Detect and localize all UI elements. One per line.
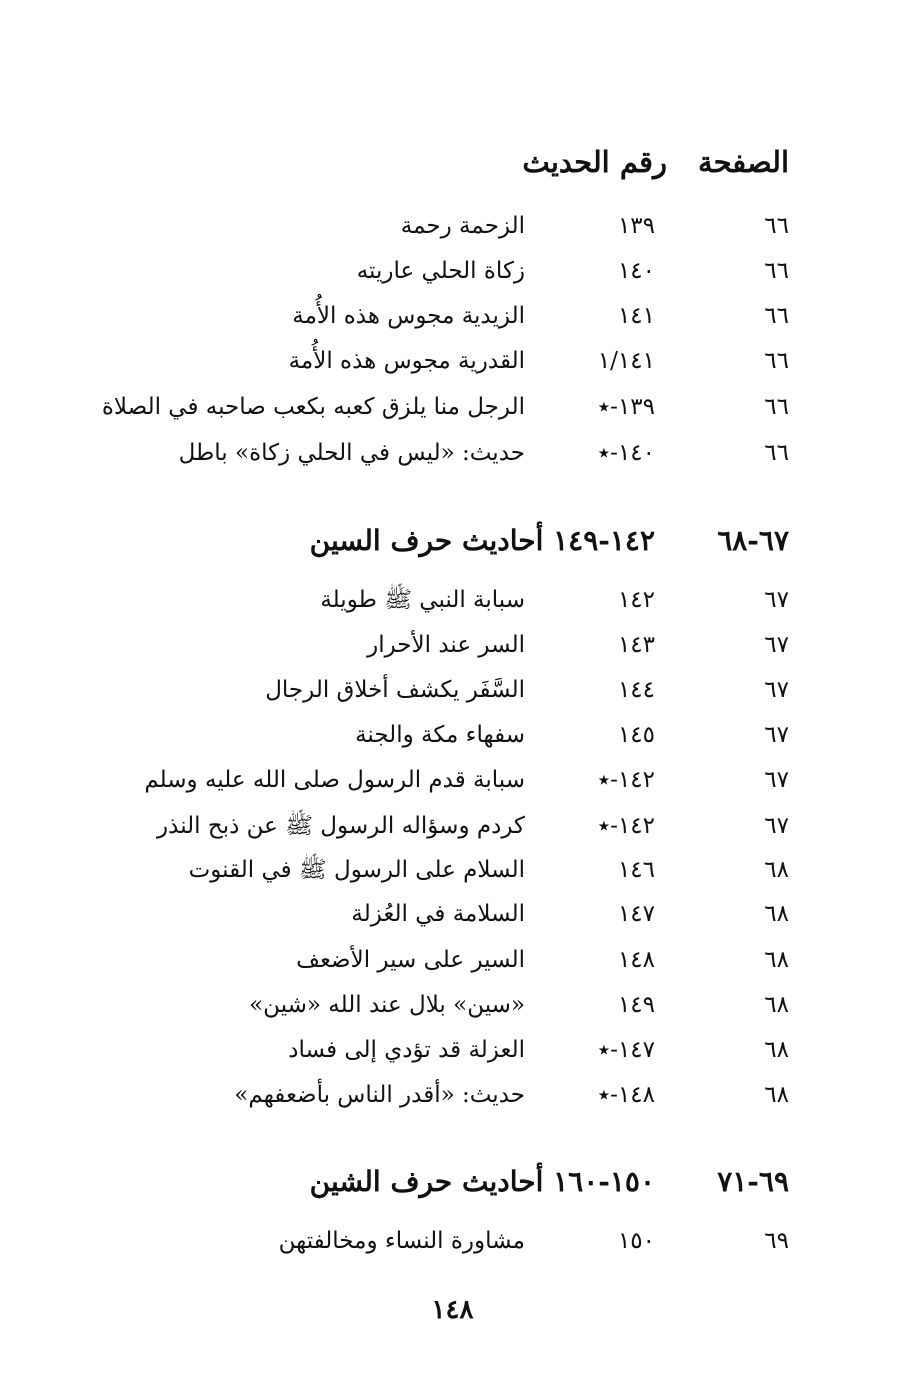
- hadith-number: ١/١٤١: [597, 348, 655, 374]
- hadith-title: كردم وسؤاله الرسول ﷺ عن ذبح النذر: [157, 813, 525, 839]
- hadith-number: ١٤٠-٭: [597, 440, 655, 466]
- page-ref: ٦٦: [764, 303, 789, 329]
- section-page-range: ٦٩-٧١: [717, 1165, 789, 1198]
- hadith-number: ١٤٥: [617, 722, 655, 748]
- index-row: [0, 760, 905, 800]
- hadith-number-column-header: رقم الحديث: [522, 145, 667, 179]
- page-ref: ٦٨: [764, 857, 789, 883]
- page-ref: ٦٧: [764, 587, 789, 613]
- hadith-number: ١٤٢: [617, 587, 655, 613]
- hadith-number: ١٤٠: [617, 258, 655, 284]
- hadith-title: السير على سير الأضعف: [296, 947, 525, 973]
- index-row: [0, 341, 905, 381]
- page-ref: ٦٨: [764, 947, 789, 973]
- hadith-title: السَّفَر يكشف أخلاق الرجال: [265, 677, 525, 703]
- page-ref: ٦٦: [764, 258, 789, 284]
- hadith-number: ١٤٣: [617, 632, 655, 658]
- page-ref: ٦٧: [764, 677, 789, 703]
- hadith-title: زكاة الحلي عاريته: [356, 258, 525, 284]
- index-row: [0, 251, 905, 291]
- hadith-title: سفهاء مكة والجنة: [355, 722, 525, 748]
- index-row: [0, 806, 905, 846]
- hadith-title: العزلة قد تؤدي إلى فساد: [288, 1037, 525, 1063]
- section-heading-shin: [0, 1162, 905, 1202]
- page-number: ١٤٨: [431, 1295, 474, 1325]
- section-heading-sin: [0, 521, 905, 561]
- index-row: [0, 1030, 905, 1070]
- index-row: [0, 894, 905, 934]
- hadith-number: ١٤٨-٭: [597, 1082, 655, 1108]
- hadith-number: ١٤٦: [617, 857, 655, 883]
- hadith-title: السر عند الأحرار: [367, 632, 525, 658]
- index-row: [0, 1221, 905, 1261]
- hadith-number: ١٤٨: [617, 947, 655, 973]
- hadith-number: ١٤٢-٭: [597, 813, 655, 839]
- hadith-number: ١٤٧: [617, 901, 655, 927]
- index-row: [0, 433, 905, 473]
- hadith-number: ١٤٢-٭: [597, 767, 655, 793]
- hadith-title: مشاورة النساء ومخالفتهن: [278, 1228, 525, 1254]
- section-page-range: ٦٧-٦٨: [717, 524, 789, 557]
- page-ref: ٦٦: [764, 394, 789, 420]
- hadith-number: ١٤٧-٭: [597, 1037, 655, 1063]
- page-ref: ٦٧: [764, 767, 789, 793]
- page-ref: ٦٦: [764, 213, 789, 239]
- hadith-title: القدرية مجوس هذه الأُمة: [288, 348, 525, 374]
- index-row: [0, 1075, 905, 1115]
- index-row: [0, 940, 905, 980]
- page-ref: ٦٧: [764, 813, 789, 839]
- page-ref: ٦٧: [764, 722, 789, 748]
- index-row: [0, 206, 905, 246]
- index-row: [0, 580, 905, 620]
- hadith-number: ١٤١: [617, 303, 655, 329]
- hadith-title: الزيدية مجوس هذه الأُمة: [292, 303, 525, 329]
- hadith-title: الرجل منا يلزق كعبه بكعب صاحبه في الصلاة: [101, 394, 525, 420]
- index-row: [0, 715, 905, 755]
- hadith-title: الزحمة رحمة: [400, 213, 525, 239]
- index-row: [0, 296, 905, 336]
- column-header: [0, 142, 905, 182]
- hadith-number: ١٣٩-٭: [597, 394, 655, 420]
- section-title: ١٤٢-١٤٩ أحاديث حرف السين: [309, 524, 655, 557]
- page-ref: ٦٨: [764, 1037, 789, 1063]
- index-row: [0, 625, 905, 665]
- hadith-title: سبابة قدم الرسول صلى الله عليه وسلم: [144, 767, 525, 793]
- page-ref: ٦٨: [764, 901, 789, 927]
- page-ref: ٦٨: [764, 1082, 789, 1108]
- page-ref: ٦٧: [764, 632, 789, 658]
- hadith-title: حديث: «أقدر الناس بأضعفهم»: [234, 1082, 525, 1108]
- page-ref: ٦٩: [764, 1228, 789, 1254]
- hadith-title: «سين» بلال عند الله «شين»: [249, 992, 525, 1018]
- page-ref: ٦٦: [764, 348, 789, 374]
- index-row: [0, 985, 905, 1025]
- hadith-number: ١٥٠: [617, 1228, 655, 1254]
- page-ref: ٦٦: [764, 440, 789, 466]
- index-row: [0, 850, 905, 890]
- hadith-number: ١٣٩: [617, 213, 655, 239]
- page-column-header: الصفحة: [698, 145, 789, 179]
- hadith-number: ١٤٤: [617, 677, 655, 703]
- hadith-title: السلامة في العُزلة: [351, 901, 525, 927]
- hadith-title: سبابة النبي ﷺ طويلة: [320, 587, 525, 613]
- hadith-number: ١٤٩: [617, 992, 655, 1018]
- hadith-title: السلام على الرسول ﷺ في القنوت: [188, 857, 525, 883]
- page-ref: ٦٨: [764, 992, 789, 1018]
- section-title: ١٥٠-١٦٠ أحاديث حرف الشين: [309, 1165, 655, 1198]
- index-row: [0, 670, 905, 710]
- index-row: [0, 387, 905, 427]
- hadith-title: حديث: «ليس في الحلي زكاة» باطل: [178, 440, 525, 466]
